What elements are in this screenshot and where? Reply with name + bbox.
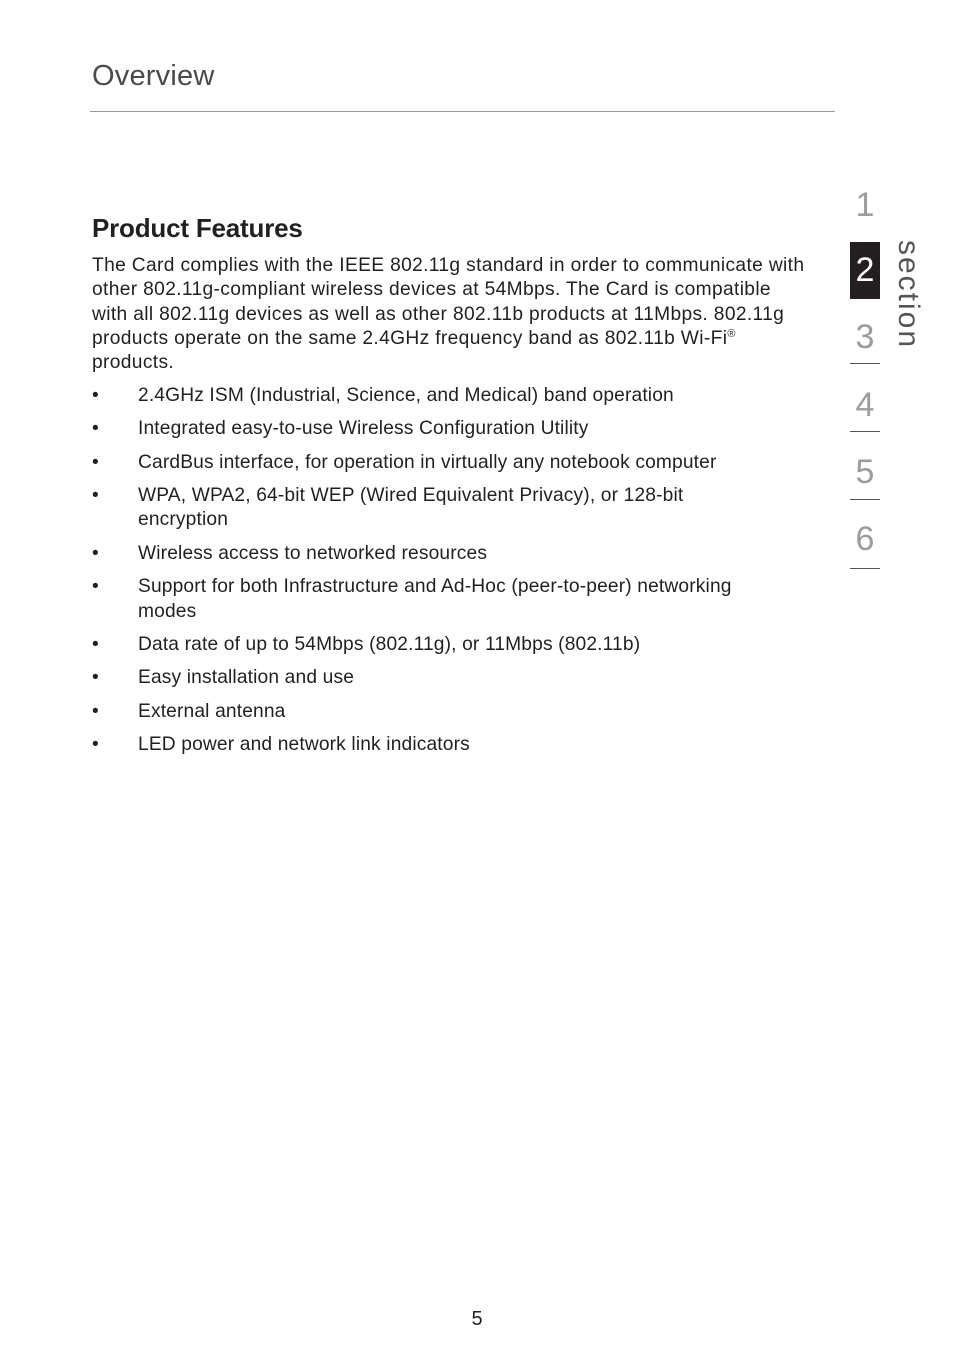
list-item bbox=[92, 542, 812, 566]
section-title: Product Features bbox=[92, 213, 303, 243]
list-item bbox=[92, 633, 812, 657]
section-nav-item-5[interactable]: 5 bbox=[855, 453, 875, 491]
section-nav-item-4[interactable]: 4 bbox=[855, 386, 875, 424]
list-item bbox=[92, 417, 812, 441]
header-title: Overview bbox=[92, 60, 215, 92]
feature-text: LED power and network link indicators bbox=[138, 734, 470, 756]
section-nav-item-3[interactable]: 3 bbox=[855, 318, 875, 356]
bullet-icon: • bbox=[92, 667, 99, 689]
registered-mark: ® bbox=[727, 327, 736, 340]
section-label: section bbox=[892, 240, 925, 350]
bullet-icon: • bbox=[92, 485, 99, 507]
bullet-icon: • bbox=[92, 734, 99, 756]
section-nav-item-6[interactable]: 6 bbox=[855, 520, 875, 558]
bullet-icon: • bbox=[92, 542, 99, 564]
intro-text-end: products. bbox=[92, 352, 175, 374]
list-item bbox=[92, 384, 812, 408]
list-item bbox=[92, 666, 812, 690]
intro-paragraph bbox=[92, 254, 807, 375]
list-item bbox=[92, 451, 812, 475]
section-nav-divider bbox=[850, 363, 880, 364]
header-divider bbox=[90, 111, 835, 112]
section-nav-divider bbox=[850, 568, 880, 569]
list-item bbox=[92, 575, 758, 624]
feature-text: Integrated easy-to-use Wireless Configuration Utility bbox=[138, 418, 589, 440]
section-nav-item-2[interactable]: 2 bbox=[850, 242, 880, 299]
bullet-icon: • bbox=[92, 418, 99, 440]
feature-text: WPA, WPA2, 64-bit WEP (Wired Equivalent Privacy), or 128-bit encryption bbox=[138, 485, 684, 531]
feature-text: Wireless access to networked resources bbox=[138, 542, 488, 564]
list-item bbox=[92, 733, 812, 757]
feature-text: Support for both Infrastructure and Ad-Hoc (peer-to-peer) networking modes bbox=[138, 576, 732, 622]
feature-text: 2.4GHz ISM (Industrial, Science, and Medical) band operation bbox=[138, 385, 674, 406]
list-item bbox=[92, 700, 812, 724]
bullet-icon: • bbox=[92, 385, 99, 406]
bullet-icon: • bbox=[92, 700, 99, 722]
section-nav-item-1[interactable]: 1 bbox=[855, 186, 875, 224]
feature-text: CardBus interface, for operation in virtually any notebook computer bbox=[138, 451, 717, 473]
feature-text: Easy installation and use bbox=[138, 667, 355, 689]
feature-text: External antenna bbox=[138, 700, 286, 722]
page-number: 5 bbox=[471, 1308, 483, 1330]
intro-text: The Card complies with the IEEE 802.11g standard in order to communicate with other 802.11g-compliant wireless devices at 54Mbps. The Card is compatible with all 802.11g devices as well as other 802.11b products at 11Mbps. 802.11g products operate on the same 2.4GHz frequency band as 802.11b Wi-Fi bbox=[92, 255, 805, 349]
bullet-icon: • bbox=[92, 633, 99, 655]
list-item bbox=[92, 484, 698, 533]
bullet-icon: • bbox=[92, 576, 99, 598]
feature-list bbox=[92, 384, 812, 767]
bullet-icon: • bbox=[92, 451, 99, 473]
section-nav-divider bbox=[850, 431, 880, 432]
section-nav-divider bbox=[850, 499, 880, 500]
feature-text: Data rate of up to 54Mbps (802.11g), or 11Mbps (802.11b) bbox=[138, 633, 641, 655]
